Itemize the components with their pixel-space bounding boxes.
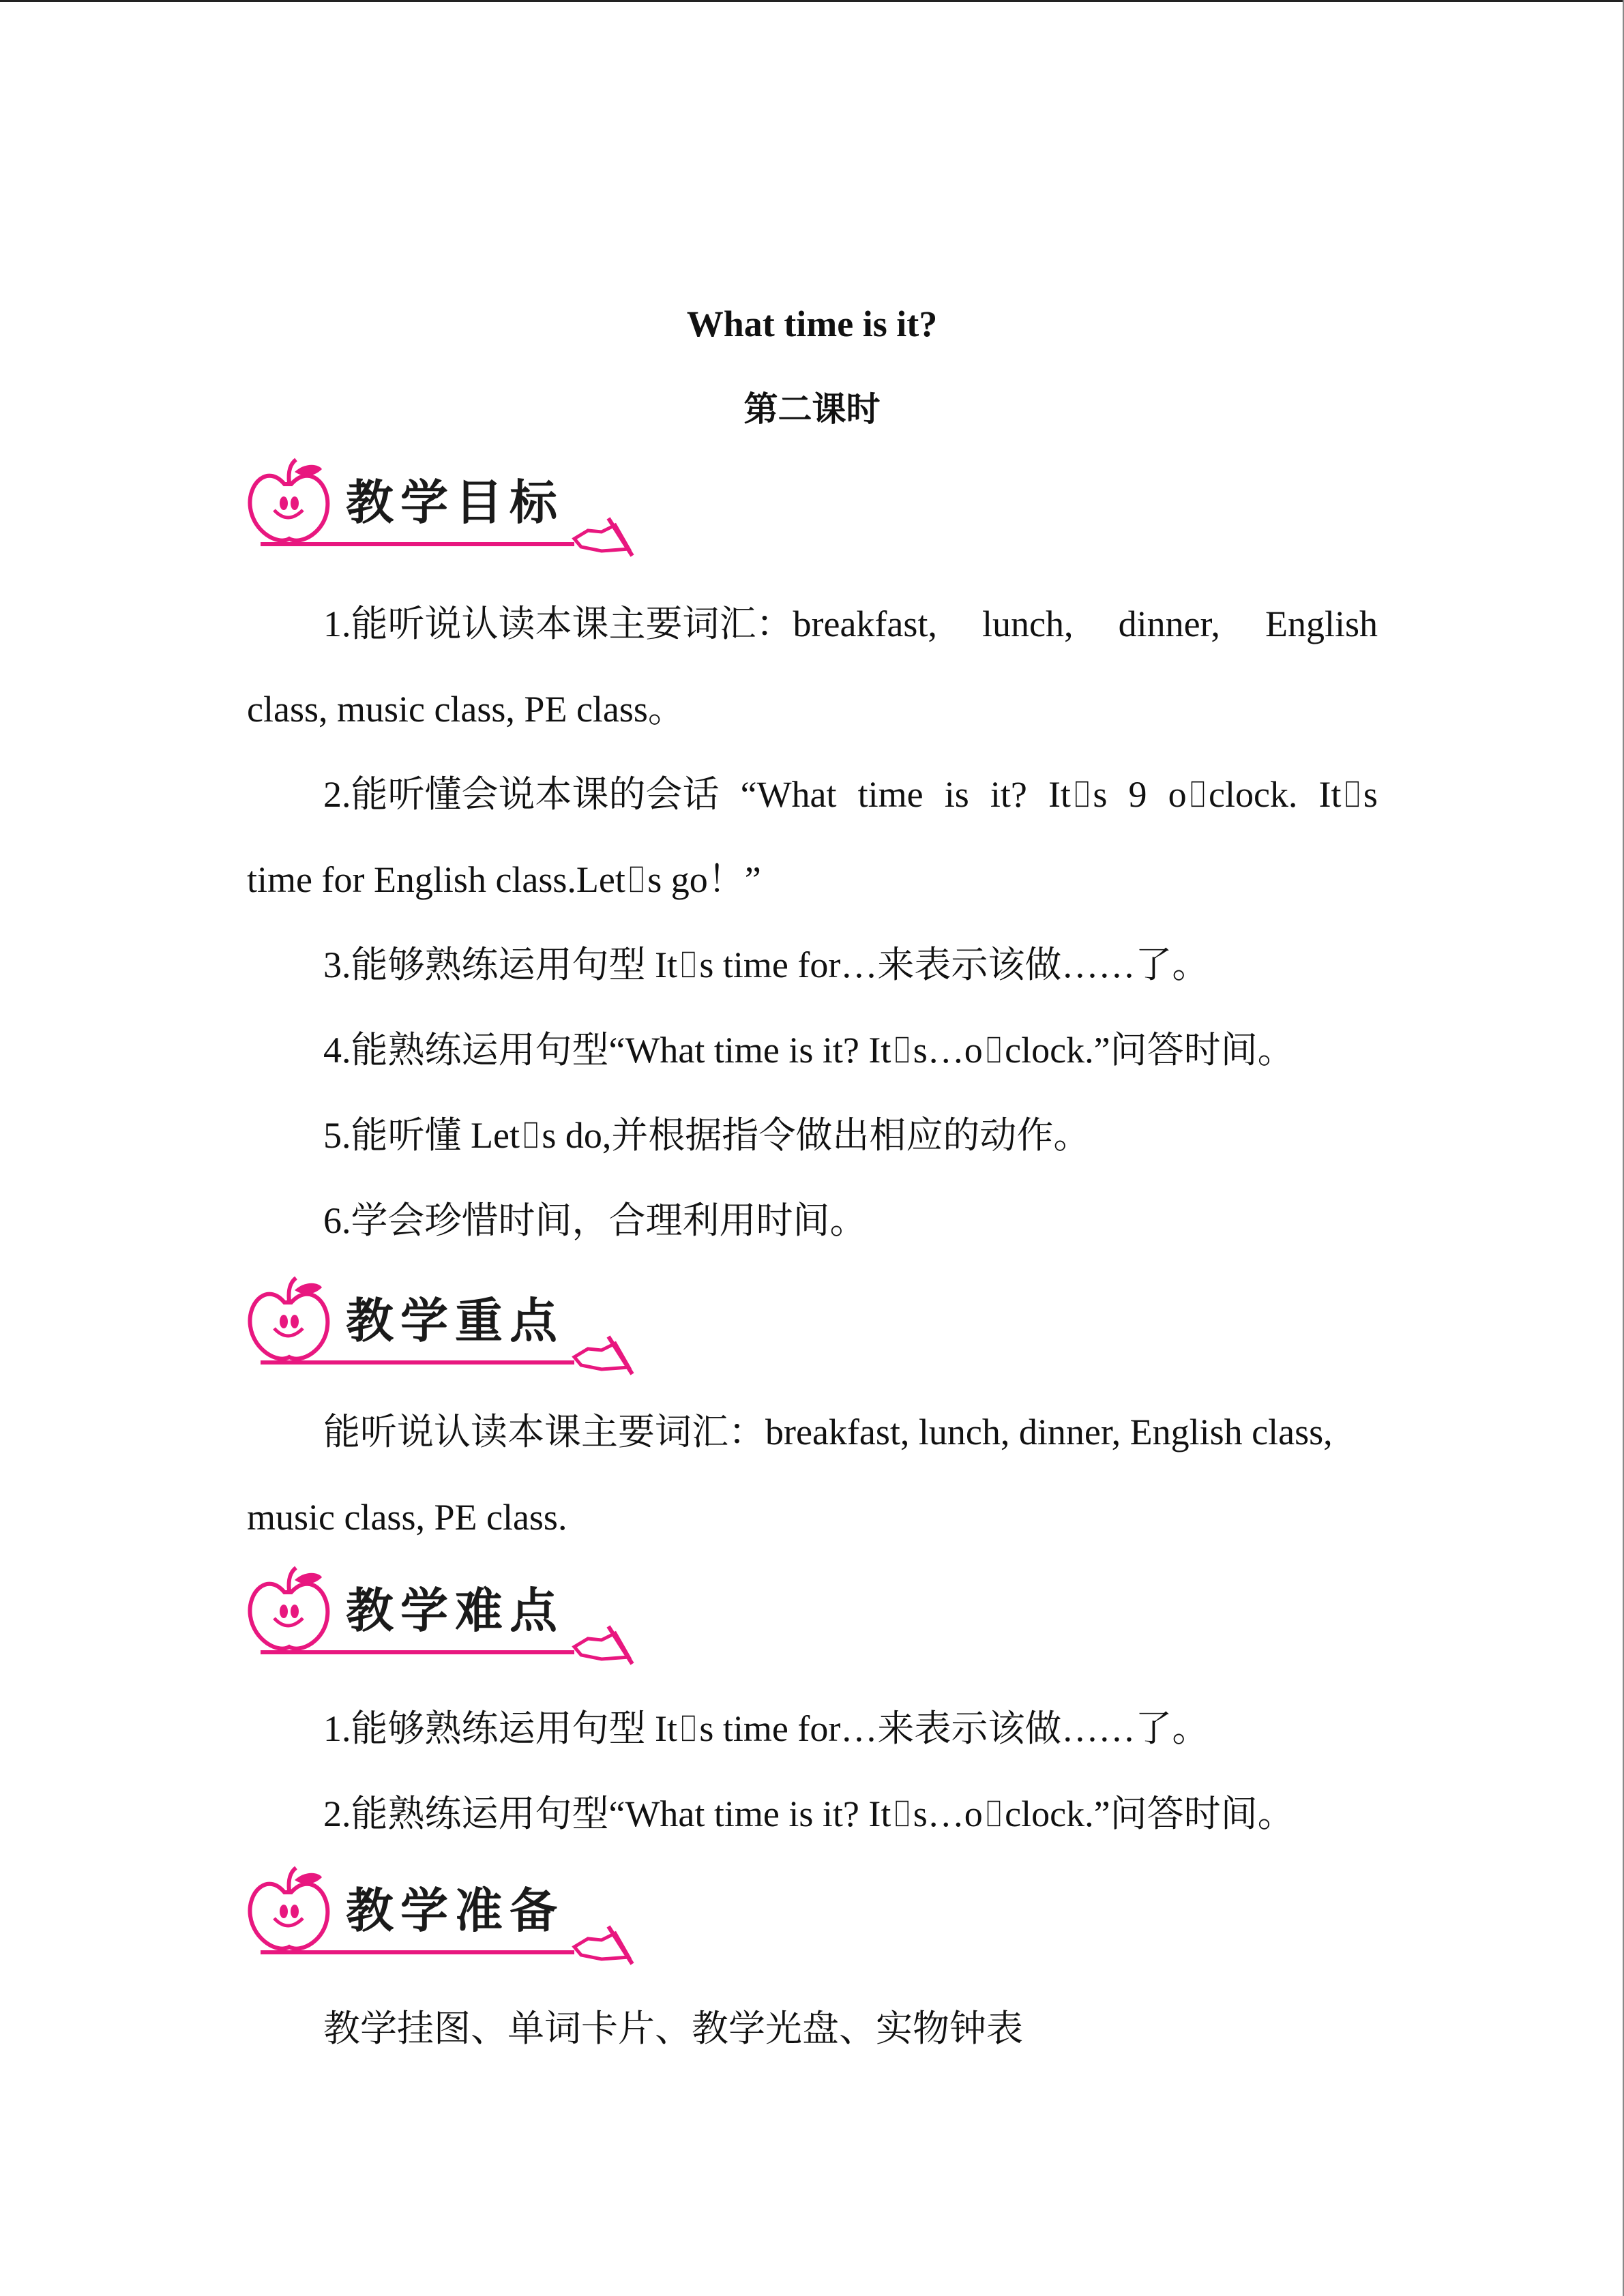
pencil-hand-icon [574,1337,632,1374]
objective-item-1-line2: class, music class, PE class。 [247,689,685,730]
objective-item-3: 3.能够熟练运用句型 It⌷s time for…来表示该做……了。 [323,944,1209,985]
section-title: 教学重点 [346,1293,564,1349]
difficulty-item-2: 2.能熟练运用句型“What time is it? It⌷s…o⌷clock.”问答时间。 [323,1793,1295,1834]
section-title: 教学准备 [346,1883,564,1939]
top-border [0,0,1624,2]
pencil-hand-icon [574,1626,632,1664]
document-title: What time is it? [686,303,938,344]
preparation-text: 教学挂图、单词卡片、教学光盘、实物钟表 [323,2008,1023,2049]
objective-item-2-line1: 2.能听懂会说本课的会话 “What time is it? It⌷s 9 o⌷clock. It⌷s [323,774,1378,815]
objective-item-1-line1: 1.能听说认读本课主要词汇：breakfast, lunch, dinner, English [323,603,1378,644]
document-subtitle: 第二课时 [743,389,881,429]
objective-item-4: 4.能熟练运用句型“What time is it? It⌷s…o⌷clock.”问答时间。 [323,1030,1295,1071]
section-header-objectives [247,457,636,559]
section-title: 教学难点 [346,1583,564,1639]
key-points-line1: 能听说认读本课主要词汇：breakfast, lunch, dinner, English class, [323,1412,1333,1452]
section-header-difficulties [247,1565,636,1667]
objective-item-6: 6.学会珍惜时间，合理利用时间。 [323,1200,867,1241]
objective-item-2-line2: time for English class.Let⌷s go！” [247,859,761,900]
difficulty-item-1: 1.能够熟练运用句型 It⌷s time for…来表示该做……了。 [323,1708,1209,1749]
key-points-line2: music class, PE class. [247,1497,567,1538]
section-title: 教学目标 [346,475,564,531]
pencil-hand-icon [574,1926,632,1964]
section-header-preparation [247,1865,636,1967]
pencil-hand-icon [574,518,632,556]
objective-item-5: 5.能听懂 Let⌷s do,并根据指令做出相应的动作。 [323,1115,1091,1156]
section-header-key-points [247,1275,636,1377]
